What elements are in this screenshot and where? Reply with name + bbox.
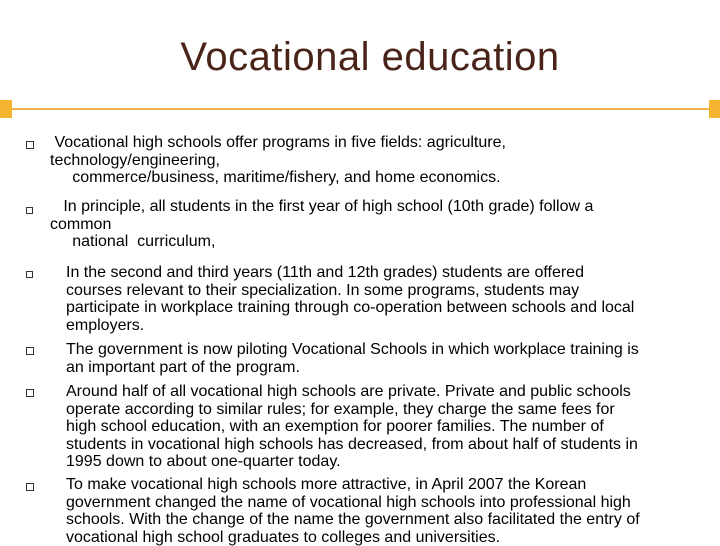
title-accent-bar-right	[709, 100, 720, 118]
square-bullet-icon	[26, 389, 34, 397]
title-divider-line	[12, 108, 709, 110]
square-bullet-icon	[26, 271, 33, 278]
slide-title: Vocational education	[180, 35, 560, 79]
square-bullet-icon	[26, 347, 34, 355]
bullet-text-3: In the second and third years (11th and 12th grades) students are offered courses relevant to their specialization. In some programs, students may participate in workplace training through co-operation between schools and local employers.	[66, 264, 635, 334]
square-bullet-icon	[26, 483, 34, 491]
bullet-text-1: Vocational high schools offer programs in five fields: agriculture, technology/engineering, commerce/business, maritime/fishery, and home economics.	[50, 134, 506, 187]
square-bullet-icon	[26, 141, 34, 149]
bullet-text-5: Around half of all vocational high schools are private. Private and public schools operate according to similar rules; for example, they charge the same fees for high school education, with an exemption for poorer families. The number of students in vocational high schools has decreased, from about half of students in 1995 down to about one-quarter today.	[66, 383, 638, 471]
square-bullet-icon	[26, 207, 33, 214]
title-accent-bar-left	[0, 100, 12, 118]
bullet-text-6: To make vocational high schools more attractive, in April 2007 the Korean government changed the name of vocational high schools into professional high schools. With the change of the name the government also facilitated the entry of vocational high school graduates to colleges and universities.	[66, 476, 640, 546]
bullet-text-2: In principle, all students in the first year of high school (10th grade) follow a common national curriculum,	[50, 198, 594, 251]
bullet-text-4: The government is now piloting Vocational Schools in which workplace training is an important part of the program.	[66, 341, 639, 376]
